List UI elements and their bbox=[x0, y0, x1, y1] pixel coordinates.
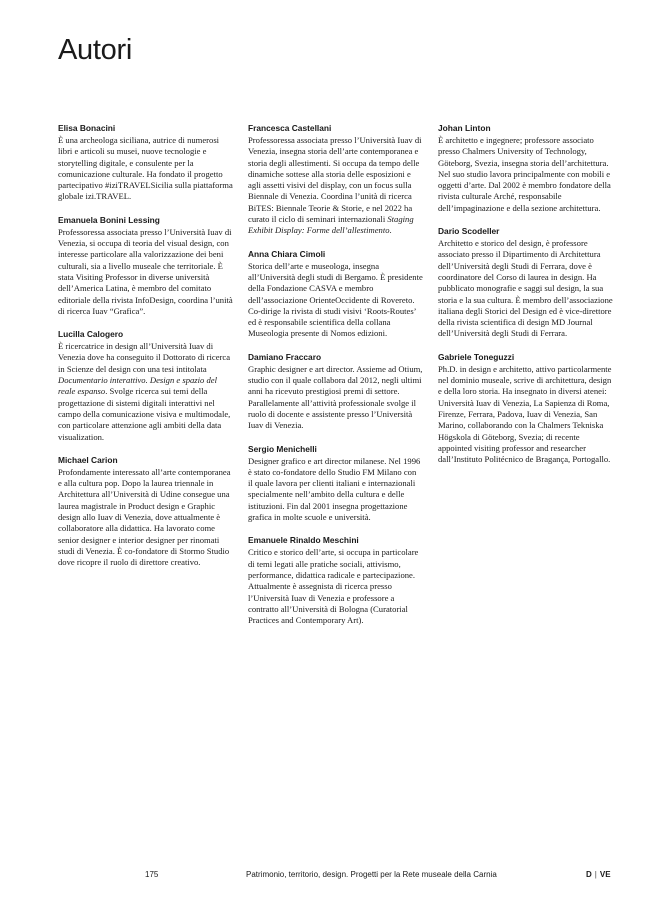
author-name: Lucilla Calogero bbox=[58, 329, 124, 340]
author-entry bbox=[58, 328, 233, 443]
brand-left: D bbox=[586, 870, 592, 879]
author-bio: È ricercatrice in design all’Università Iuav di Venezia dove ha conseguito il Dottorato di ricerca in Scienze del design con una tesi intitolata Documentario interattivo. Design e spazio del reale espanso. Svolge ricerca sui temi della progettazione di sistemi digitali interattivi nel campo della comunicazione visiva e multimodale, con particolare attenzione agli ambiti della data visualization. bbox=[58, 341, 231, 442]
author-entry bbox=[438, 351, 613, 466]
author-entry bbox=[438, 225, 613, 340]
page-footer bbox=[0, 870, 650, 884]
author-name: Dario Scodeller bbox=[438, 226, 500, 237]
publisher-brand bbox=[586, 870, 611, 879]
author-name: Elisa Bonacini bbox=[58, 123, 116, 133]
author-bio: Profondamente interessato all’arte contemporanea e alla cultura pop. Dopo la laurea triennale in Architettura all’Università di Udine consegue una laurea magistrale in Product design e Graphic design allo Iuav di Venezia, dove attualmente è collaboratore alla didattica. Ha lavorato come senior designer e interior designer per rinomati studi di Venezia. È co-fondatore di Stormo Studio dove ricopre il ruolo di direttore creativo. bbox=[58, 466, 231, 568]
author-entry bbox=[438, 122, 613, 214]
author-name: Damiano Fraccaro bbox=[248, 351, 322, 362]
author-bio: Professoressa associata presso l’Università Iuav di Venezia, si occupa di teoria del visual design, con interesse particolare alla valorizzazione dei beni culturali, sia a livello museale che territoriale. È stata Visiting Professor in diverse università dell’America Latina, è membro del comitato editoriale della rivista InfoDesign, coordina l’unità di ricerca Iuav “Grafica”. bbox=[58, 226, 233, 316]
author-name: Francesca Castellani bbox=[248, 123, 332, 133]
author-bio: Graphic designer e art director. Assieme ad Otium, studio con il quale collabora dal 2012, negli ultimi anni ha ricevuto prestigiosi premi di settore. Parallelamente all’attività professionale svolge il ruolo di docente e assistente presso l’Università Iuav di Venezia. bbox=[248, 363, 423, 431]
author-bio: È una archeologa siciliana, autrice di numerosi libri e articoli su musei, nuove tecnologie e storytelling digitale, e consulente per la comunicazione culturale. Ha fondato il progetto partecipativo #iziTRAVELSicilia sulla piattaforma globale izi.TRAVEL. bbox=[58, 135, 233, 202]
author-bio: Architetto e storico del design, è professore associato presso il Dipartimento di Architettura dell’Università degli Studi di Ferrara, dove è coordinatore del Corso di laurea in design. Ha pubblicato monografie e saggi sul design, la sua storia e la sua cultura. È membro dell’associazione italiana degli Storici del Design ed è vice-direttore della rivista scientifica di design MD Journal dell’Università degli Studi di Ferrara. bbox=[438, 238, 613, 339]
author-entry bbox=[248, 248, 423, 340]
author-name: Michael Carion bbox=[58, 454, 118, 465]
author-entry bbox=[58, 454, 233, 569]
brand-separator: | bbox=[594, 870, 597, 879]
italic-title: Staging Exhibit Display: Forme dell’allestimento bbox=[248, 214, 414, 236]
brand-right: VE bbox=[599, 870, 611, 879]
author-entry bbox=[248, 122, 423, 237]
author-entry bbox=[58, 122, 233, 203]
author-entry bbox=[248, 534, 423, 626]
author-bio: Professoressa associata presso l’Università Iuav di Venezia, insegna storia dell’arte contemporanea e storia degli allestimenti. Si occupa da tempo delle dinamiche sottese alla storia delle esposizioni e agli assetti visivi del display, con un focus sulla Biennale di Venezia. Coordina l’unità di ricerca BiTES: Biennale Teorie & Storie, e nel 2022 ha curato il ciclo di seminari internazionali Staging Exhibit Display: Forme dell’allestimento. bbox=[248, 135, 422, 236]
authors-column-1 bbox=[58, 122, 233, 580]
author-bio: È architetto e ingegnere; professore associato presso Chalmers University of Technology, Göteborg, Svezia, insegna storia dell’architettura. Nel suo studio lavora principalmente con mobili e oggetti d’arte. Dal 2002 è membro fondatore della rivista culturale Arché, responsabile dell’impaginazione e della sezione architettura. bbox=[438, 135, 611, 213]
author-name: Emanuele Rinaldo Meschini bbox=[248, 535, 359, 546]
author-name: Emanuela Bonini Lessing bbox=[58, 214, 160, 225]
authors-column-3 bbox=[438, 122, 613, 476]
author-entry bbox=[248, 351, 423, 432]
author-entry bbox=[58, 214, 233, 317]
italic-title: Documentario interattivo. Design e spazio del reale espanso bbox=[58, 375, 217, 397]
authors-column-2 bbox=[248, 122, 423, 637]
running-title: Patrimonio, territorio, design. Progetti per la Rete museale della Carnia bbox=[246, 870, 497, 879]
author-name: Johan Linton bbox=[438, 123, 491, 133]
author-bio: Storica dell’arte e museologa, insegna all’Università degli studi di Bergamo. È presidente della Fondazione CASVA e membro dell’associazione OrienteOccidente di Rovereto. Co-dirige la rivista di studi visivi ‘Roots-Routes’ ed è responsabile scientifica della collana Museologia presente di Nomos edizioni. bbox=[248, 260, 423, 339]
author-name: Sergio Menichelli bbox=[248, 443, 317, 454]
author-bio: Critico e storico dell’arte, si occupa in particolare di temi legati alle pratiche sociali, attivismo, performance, didattica radicale e partecipazione. Attualmente è assegnista di ricerca presso l’Università Iuav di Venezia e professore a contratto all’Università di Bologna (Curatorial Practices and Contemporary Art). bbox=[248, 547, 419, 626]
author-name: Anna Chiara Cimoli bbox=[248, 248, 326, 259]
author-bio: Ph.D. in design e architetto, attivo particolarmente nel dominio museale, scrive di architettura, design e della loro storia. Ha insegnato in diversi atenei: Università Iuav di Venezia, La Sapienza di Roma, Firenze, Ferrara, Padova, Iuav di Venezia, San Marino, collaborando con la Chalmers Tekniska Högskola di Göteborg, Svezia; di recente appointed visiting professor and researcher dall’Instituto Politécnico de Bragança, Portogallo. bbox=[438, 363, 612, 465]
author-name: Gabriele Toneguzzi bbox=[438, 351, 515, 362]
page-number: 175 bbox=[145, 870, 159, 879]
author-bio: Designer grafico e art director milanese. Nel 1996 è stato co-fondatore dello Studio FM Milano con il quale lavora per clienti italiani e internazionali specialmente nell’ambito della cultura e delle istituzioni. Fin dal 2001 insegna progettazione grafica in molte scuole e università. bbox=[248, 455, 421, 523]
page-title: Autori bbox=[58, 34, 132, 66]
author-entry bbox=[248, 443, 423, 524]
